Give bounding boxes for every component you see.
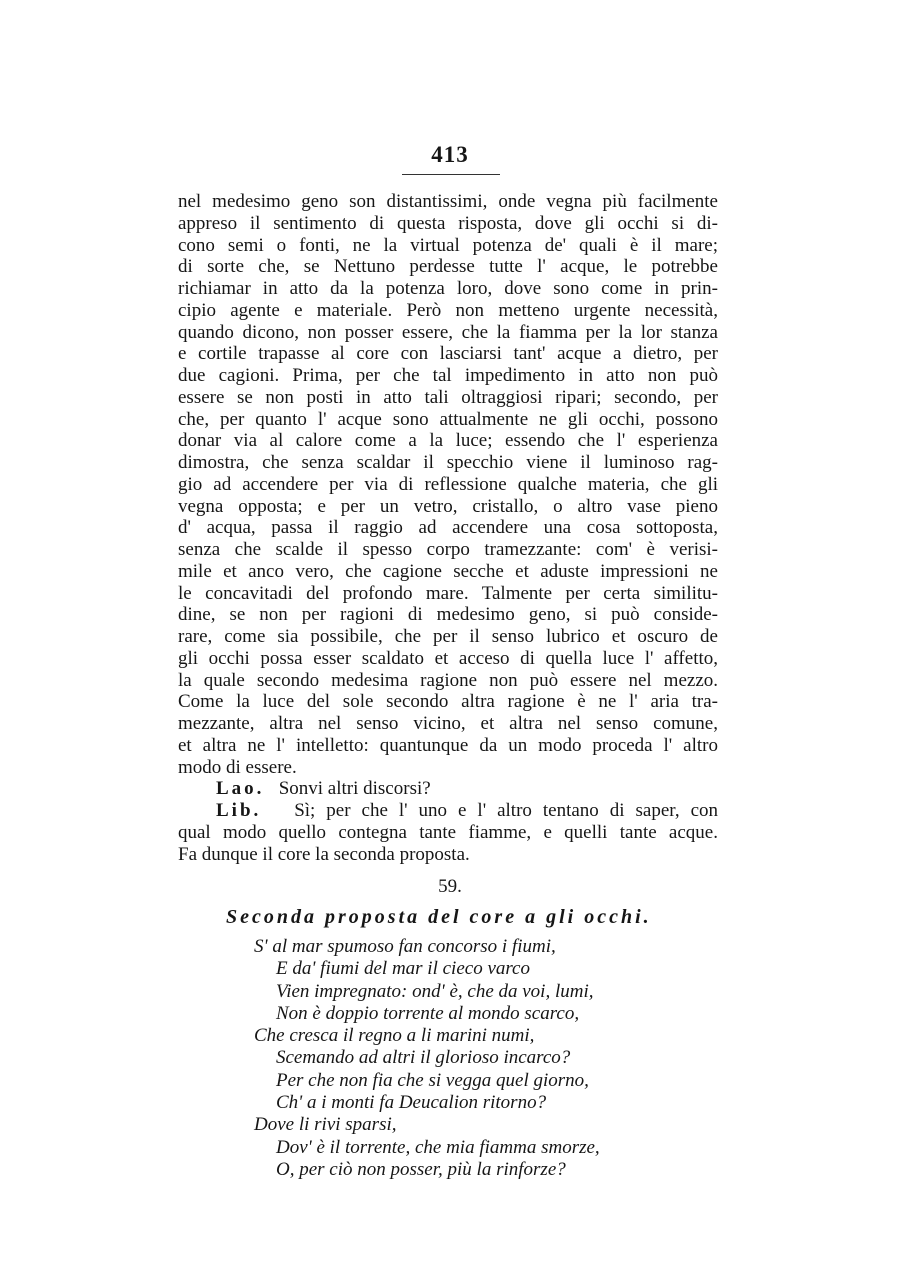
prose-line: donar via al calore come a la luce; essendo che l' esperienza — [178, 430, 718, 452]
prose-line: nel medesimo geno son distantissimi, onde vegna più facilmente — [178, 191, 718, 212]
dialogue-line: Fa dunque il core la seconda proposta. — [178, 843, 470, 865]
prose-line: quando dicono, non posser essere, che la fiamma per la lor stanza — [178, 321, 718, 343]
dialogue-text: Sì; per che l' uno e l' altro tentano di saper, con — [294, 800, 719, 821]
prose-line: essere se non posti in atto tali oltraggiosi ripari; secondo, per — [178, 386, 718, 408]
page-number: 413 — [431, 142, 469, 167]
prose-line: cono semi o fonti, ne la virtual potenza de' quali è il mare; — [178, 234, 718, 256]
poem-line: S' al mar spumoso fan concorso i fiumi, — [254, 936, 556, 957]
prose-line: mezzante, altra nel senso vicino, et altra nel senso comune, — [178, 713, 718, 734]
prose-line: rare, come sia possibile, che per il senso lubrico et oscuro de — [178, 626, 718, 647]
prose-line: la quale secondo medesima ragione non può essere nel mezzo. — [178, 669, 718, 691]
speaker-lib: Lib. — [216, 800, 262, 821]
speaker-lao: Lao. — [216, 778, 265, 800]
prose-line: gio ad accendere per via di reflessione qualche materia, che gli — [178, 473, 718, 495]
poem-line: Per che non fia che si vegga quel giorno, — [276, 1069, 589, 1091]
dialogue-line — [178, 778, 718, 800]
prose-line: vegna opposta; e per un vetro, cristallo, o altro vase pieno — [178, 495, 718, 517]
prose-line: due cagioni. Prima, per che tal impedimento in atto non può — [178, 365, 718, 386]
prose-line: che, per quanto l' acque sono attualmente ne gli occhi, possono — [178, 408, 718, 430]
poem-line: O, per ciò non posser, più la rinforze? — [276, 1158, 566, 1180]
dialogue-line — [178, 800, 718, 822]
prose-line: Come la luce del sole secondo altra ragione è ne l' aria tra- — [178, 691, 718, 713]
prose-line: appreso il sentimento di questa risposta, dove gli occhi si di- — [178, 212, 718, 234]
section-title: Seconda proposta del core a gli occhi. — [226, 906, 652, 928]
prose-line: d' acqua, passa il raggio ad accendere una cosa sottoposta, — [178, 517, 718, 539]
poem — [254, 936, 694, 1181]
prose-line: gli occhi possa esser scaldato et acceso di quella luce l' affetto, — [178, 647, 718, 669]
prose-line: et altra ne l' intelletto: quantunque da un modo proceda l' altro — [178, 734, 718, 756]
header-rule — [402, 174, 500, 175]
prose-line: modo di essere. — [178, 756, 297, 778]
dialogue-text: Sonvi altri discorsi? — [278, 778, 431, 800]
section-number: 59. — [438, 876, 462, 897]
prose-line: mile et anco vero, che cagione secche et aduste impressioni ne — [178, 560, 718, 582]
prose-body — [178, 191, 718, 865]
dialogue-line: qual modo quello contegna tante fiamme, e quelli tante acque. — [178, 821, 718, 843]
poem-line: E da' fiumi del mar il cieco varco — [276, 958, 530, 980]
poem-line: Scemando ad altri il glorioso incarco? — [276, 1047, 571, 1069]
poem-line: Non è doppio torrente al mondo scarco, — [276, 1002, 580, 1024]
poem-line: Vien impregnato: ond' è, che da voi, lumi, — [276, 980, 594, 1002]
prose-line: cipio agente e materiale. Però non metteno urgente necessità, — [178, 299, 718, 321]
prose-line: di sorte che, se Nettuno perdesse tutte l' acque, le potrebbe — [178, 256, 718, 278]
prose-line: richiamar in atto da la potenza loro, dove sono come in prin- — [178, 278, 718, 299]
poem-line: Dove li rivi sparsi, — [254, 1114, 397, 1136]
poem-line: Che cresca il regno a li marini numi, — [254, 1025, 535, 1047]
prose-line: e cortile trapasse al core con lasciarsi tant' acque a dietro, per — [178, 343, 718, 365]
prose-line: senza che scalde il spesso corpo tramezzante: com' è verisi- — [178, 539, 718, 560]
prose-line: le concavitadi del profondo mare. Talmente per certa similitu- — [178, 582, 718, 604]
prose-line: dine, se non per ragioni di medesimo geno, si può conside- — [178, 604, 718, 626]
prose-line: dimostra, che senza scaldar il specchio viene il luminoso rag- — [178, 452, 718, 473]
poem-line: Dov' è il torrente, che mia fiamma smorze, — [276, 1136, 600, 1158]
poem-line: Ch' a i monti fa Deucalion ritorno? — [276, 1092, 547, 1114]
